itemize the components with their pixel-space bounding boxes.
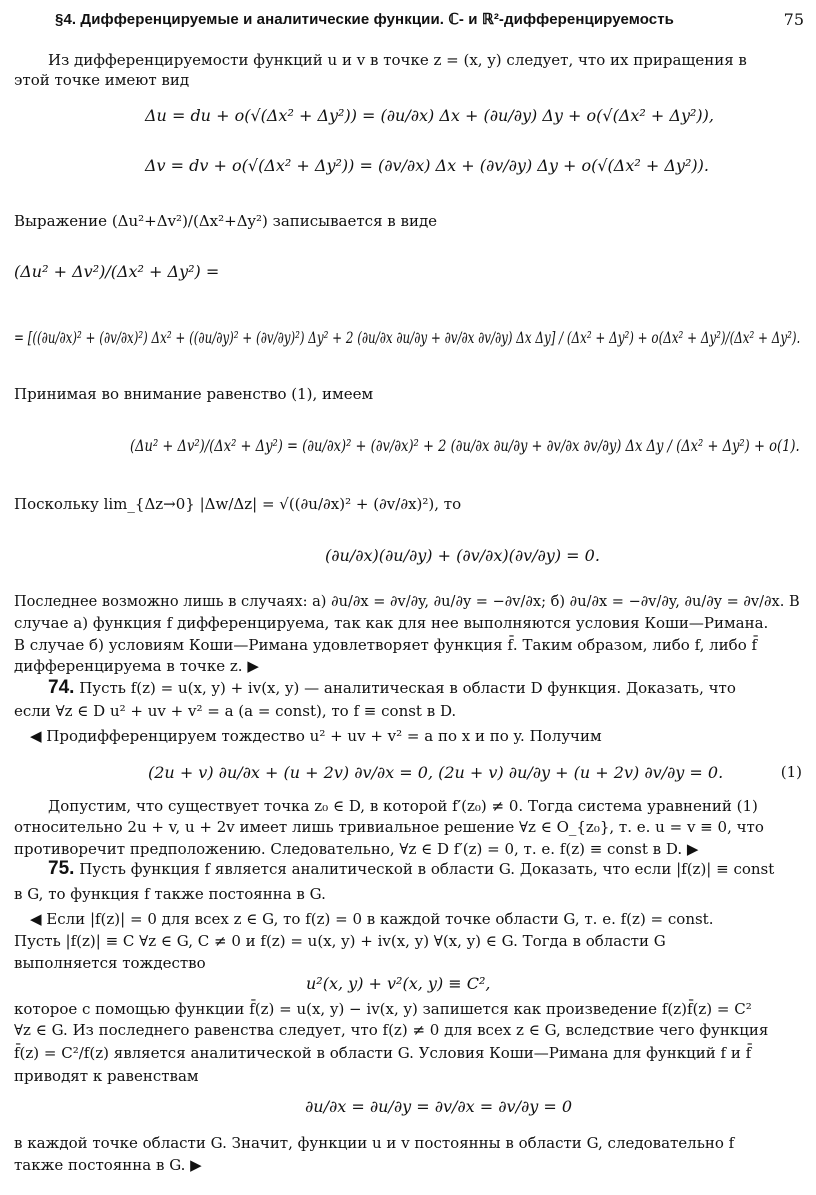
display-equation: Δu = du + o(√(Δx² + Δy²)) = (∂u/∂x) Δx + (∂u/∂y) Δy + o(√(Δx² + Δy²)), <box>145 106 714 125</box>
text-line: также постоянна в G. ▶ <box>14 1156 202 1174</box>
display-equation: u²(x, y) + v²(x, y) ≡ C², <box>306 974 491 993</box>
text-line: относительно 2u + v, u + 2v имеет лишь тривиальное решение ∀z ∈ O_{z₀}, т. е. u = v ≡ 0, что <box>14 818 764 836</box>
display-equation: (Δu² + Δv²)/(Δx² + Δy²) = <box>14 262 220 281</box>
text-line: В случае б) условиям Коши—Римана удовлетворяет функция f̄. Таким образом, либо f, либо f̄ <box>14 636 758 654</box>
text-line: противоречит предположению. Следовательно, ∀z ∈ D f′(z) = 0, т. е. f(z) ≡ const в D. ▶ <box>14 840 699 858</box>
text-line: выполняется тождество <box>14 954 206 972</box>
display-equation: (∂u/∂x)(∂u/∂y) + (∂v/∂x)(∂v/∂y) = 0. <box>325 546 600 565</box>
text-line: f̄(z) = C²/f(z) является аналитической в области G. Условия Коши—Римана для функций f и f̄ <box>14 1044 752 1062</box>
page-number: 75 <box>783 10 804 29</box>
text-line: этой точке имеют вид <box>14 71 190 89</box>
text-line: если ∀z ∈ D u² + uv + v² = a (a = const), то f ≡ const в D. <box>14 702 457 720</box>
problem-statement <box>48 859 774 879</box>
display-equation: (Δu² + Δv²)/(Δx² + Δy²) = (∂u/∂x)² + (∂v/∂x)² + 2 (∂u/∂x ∂u/∂y + ∂v/∂x ∂v/∂y) Δx Δy / (Δx² + Δy²) + o(1). <box>130 436 800 455</box>
text-line: Поскольку lim_{Δz→0} |Δw/Δz| = √((∂u/∂x)² + (∂v/∂x)²), то <box>14 495 462 513</box>
text-line: ∀z ∈ G. Из последнего равенства следует, что f(z) ≠ 0 для всех z ∈ G, вследствие чего функция <box>14 1021 769 1039</box>
display-equation: (2u + v) ∂u/∂x + (u + 2v) ∂v/∂x = 0, (2u + v) ∂u/∂y + (u + 2v) ∂v/∂y = 0. <box>148 763 724 782</box>
problem-number: 74. <box>48 677 75 698</box>
text-line: ◀ Если |f(z)| = 0 для всех z ∈ G, то f(z) = 0 в каждой точке области G, т. е. f(z) = const. <box>30 910 714 928</box>
problem-statement <box>48 678 736 698</box>
display-equation: Δv = dv + o(√(Δx² + Δy²)) = (∂v/∂x) Δx + (∂v/∂y) Δy + o(√(Δx² + Δy²)). <box>145 156 709 175</box>
display-equation: ∂u/∂x = ∂u/∂y = ∂v/∂x = ∂v/∂y = 0 <box>305 1097 573 1116</box>
text-line: Из дифференцируемости функций u и v в точке z = (x, y) следует, что их приращения в <box>48 51 747 69</box>
text-line: в G, то функция f также постоянна в G. <box>14 885 326 903</box>
text-line: которое с помощью функции f̄(z) = u(x, y) − iv(x, y) запишется как произведение f(z)f̄(z) = C² <box>14 1000 752 1018</box>
problem-text: Пусть f(z) = u(x, y) + iv(x, y) — аналитическая в области D функция. Доказать, что <box>74 679 736 697</box>
text-line: Последнее возможно лишь в случаях: а) ∂u/∂x = ∂v/∂y, ∂u/∂y = −∂v/∂x; б) ∂u/∂x = −∂v/∂y, ∂u/∂y = ∂v/∂x. В <box>14 592 800 610</box>
text-line: Пусть |f(z)| ≡ C ∀z ∈ G, C ≠ 0 и f(z) = u(x, y) + iv(x, y) ∀(x, y) ∈ G. Тогда в области G <box>14 932 666 950</box>
problem-number: 75. <box>48 858 75 879</box>
running-header <box>0 10 816 36</box>
text-line: приводят к равенствам <box>14 1067 199 1085</box>
text-line: ◀ Продифференцируем тождество u² + uv + v² = a по x и по y. Получим <box>30 727 602 745</box>
text-line: Выражение (Δu²+Δv²)/(Δx²+Δy²) записывается в виде <box>14 212 438 230</box>
display-equation: = [((∂u/∂x)² + (∂v/∂x)²) Δx² + ((∂u/∂y)² + (∂v/∂y)²) Δy² + 2 (∂u/∂x ∂u/∂y + ∂v/∂x ∂v/∂y) Δx Δy] / (Δx² + Δy²) + o(Δx² + Δy²)/(Δx² + Δy²). <box>14 328 801 347</box>
equation-number: (1) <box>780 763 802 781</box>
text-line: случае а) функция f дифференцируема, так как для нее выполняются условия Коши—Римана. <box>14 614 769 632</box>
text-line: Допустим, что существует точка z₀ ∈ D, в которой f′(z₀) ≠ 0. Тогда система уравнений (1) <box>48 797 758 815</box>
text-line: Принимая во внимание равенство (1), имеем <box>14 385 374 403</box>
problem-text: Пусть функция f является аналитической в области G. Доказать, что если |f(z)| ≡ const <box>74 860 775 878</box>
text-line: дифференцируема в точке z. ▶ <box>14 657 259 675</box>
section-title: §4. Дифференцируемые и аналитические функции. ℂ- и ℝ²-дифференцируемость <box>55 11 674 28</box>
text-line: в каждой точке области G. Значит, функции u и v постоянны в области G, следовательно f <box>14 1134 735 1152</box>
